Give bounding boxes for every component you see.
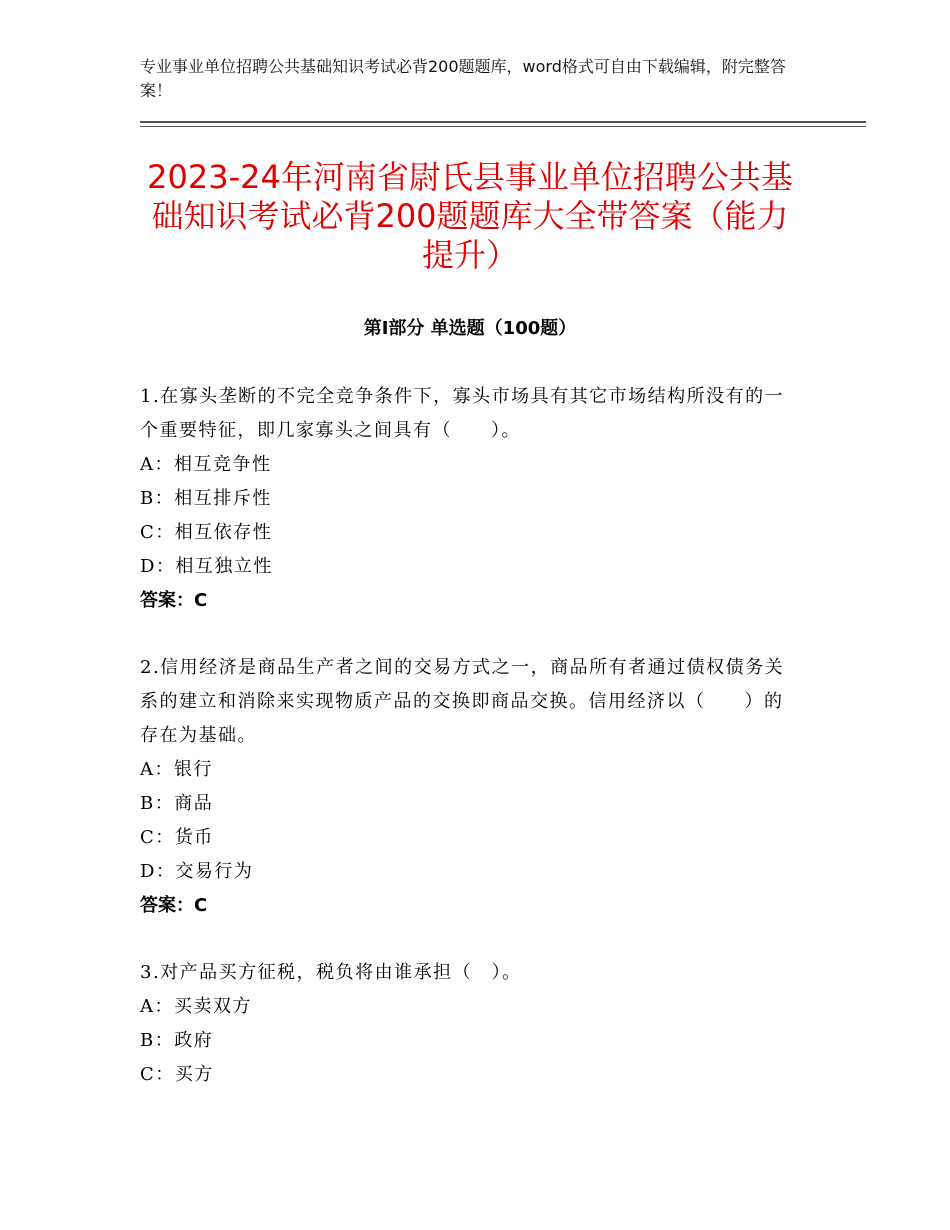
option-c: C：货币 — [140, 827, 214, 848]
option-b: B：政府 — [140, 1030, 214, 1051]
question-stem: 1.在寡头垄断的不完全竞争条件下，寡头市场具有其它市场结构所没有的一个重要特征，即几家寡头之间具有（ ）。 — [140, 386, 785, 441]
option-d: D：交易行为 — [140, 861, 254, 882]
option-d: D：相互独立性 — [140, 556, 273, 577]
answer-line: 答案：C — [140, 895, 208, 916]
question-1 — [140, 380, 800, 618]
question-2 — [140, 651, 800, 923]
header-rule-thick — [140, 121, 866, 123]
option-a: A：买卖双方 — [140, 996, 252, 1017]
question-list — [140, 380, 800, 1125]
option-a: A：银行 — [140, 759, 213, 780]
section-heading: 第I部分 单选题（100题） — [363, 318, 577, 339]
header-note: 专业事业单位招聘公共基础知识考试必背200题题库，word格式可自由下载编辑，附完整答案！ — [140, 57, 786, 100]
option-a: A：相互竞争性 — [140, 454, 272, 475]
document-title: 2023-24年河南省尉氏县事业单位招聘公共基础知识考试必背200题题库大全带答案（能力提升） — [147, 158, 793, 274]
option-b: B：相互排斥性 — [140, 488, 272, 509]
header-rule-thin — [140, 126, 866, 127]
option-c: C：相互依存性 — [140, 522, 273, 543]
option-b: B：商品 — [140, 793, 214, 814]
question-stem: 2.信用经济是商品生产者之间的交易方式之一，商品所有者通过债权债务关系的建立和消除来实现物质产品的交换即商品交换。信用经济以（ ）的存在为基础。 — [140, 657, 785, 746]
question-stem: 3.对产品买方征税，税负将由谁承担（ ）。 — [140, 962, 522, 983]
answer-line: 答案：C — [140, 590, 208, 611]
question-3 — [140, 956, 800, 1092]
option-c: C：买方 — [140, 1064, 214, 1085]
